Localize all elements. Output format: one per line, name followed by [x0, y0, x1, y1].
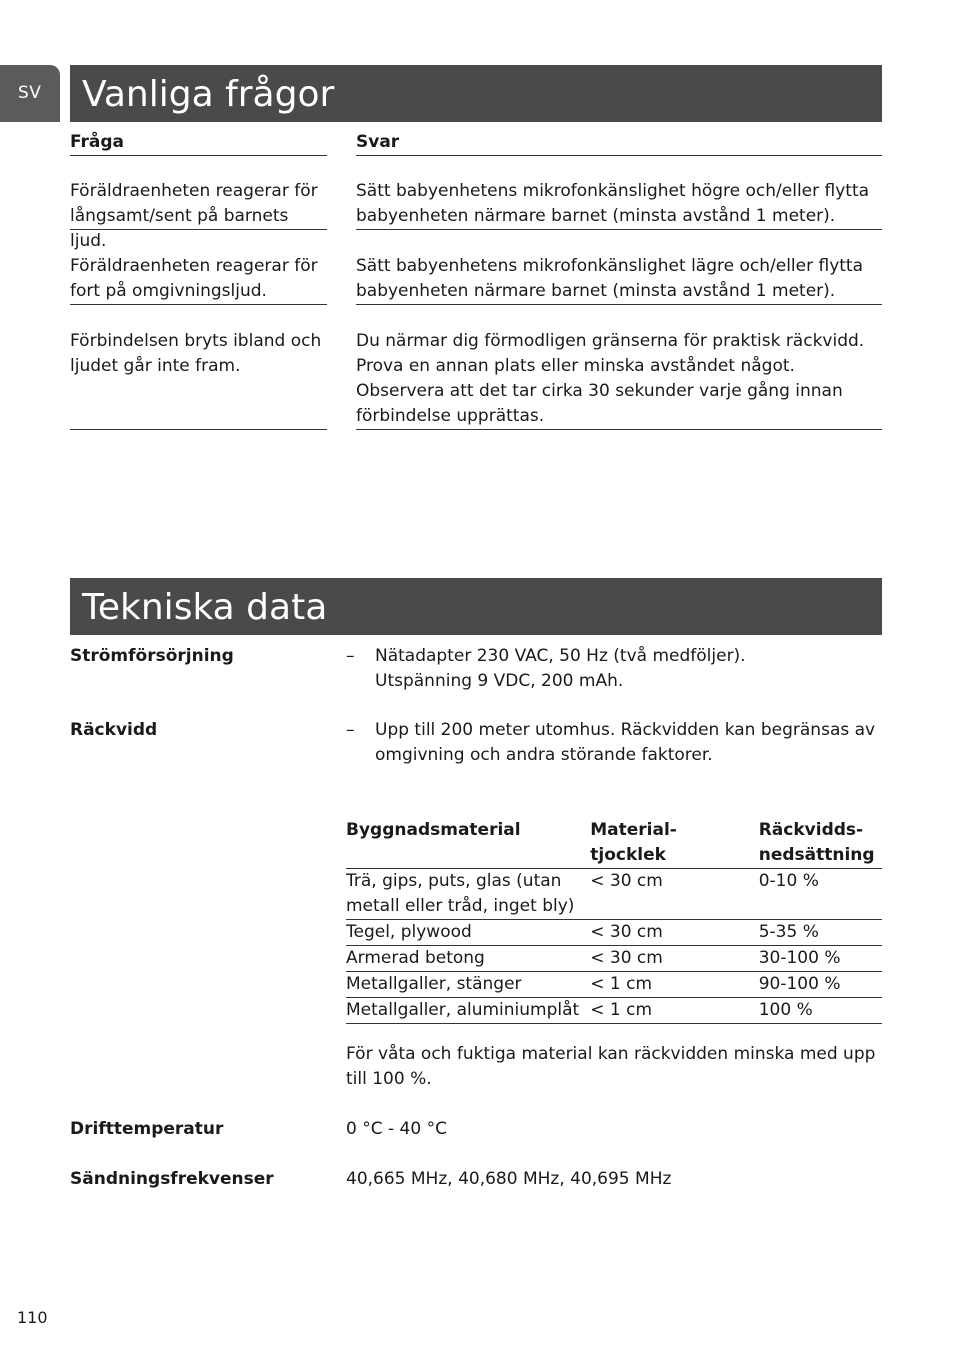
- faq-question-2: Föräldraenheten reagerar för fort på omgivningsljud.: [70, 254, 327, 305]
- reduction-cell: 90-100 %: [759, 972, 882, 998]
- power-dash: –: [346, 646, 355, 666]
- material-cell: Metallgaller, aluminiumplåt: [346, 998, 590, 1024]
- faq-question-header: Fråga: [70, 131, 327, 156]
- material-table-header: [346, 818, 882, 869]
- power-label: Strömförsörjning: [70, 646, 234, 666]
- faq-title: Vanliga frågor: [70, 65, 882, 122]
- thickness-cell: < 1 cm: [590, 998, 758, 1024]
- faq-answer-1: Sätt babyenhetens mikrofonkänslighet högre och/eller flytta babyenheten närmare barnet (minsta avstånd 1 meter).: [356, 179, 882, 230]
- range-dash: –: [346, 720, 355, 740]
- header-thickness: Material- tjocklek: [590, 818, 758, 869]
- material-table: [346, 818, 882, 1024]
- tech-title: Tekniska data: [70, 578, 882, 635]
- temp-value: 0 °C - 40 °C: [346, 1119, 447, 1139]
- thickness-cell: < 30 cm: [590, 946, 758, 972]
- thickness-cell: < 30 cm: [590, 920, 758, 946]
- thickness-cell: < 1 cm: [590, 972, 758, 998]
- power-text: Nätadapter 230 VAC, 50 Hz (två medföljer). Utspänning 9 VDC, 200 mAh.: [375, 646, 746, 691]
- language-tab: SV: [0, 65, 60, 122]
- page-number: 110: [17, 1308, 48, 1327]
- table-row: [346, 920, 882, 946]
- faq-question-3: Förbindelsen bryts ibland och ljudet går inte fram.: [70, 329, 327, 430]
- reduction-cell: 30-100 %: [759, 946, 882, 972]
- temp-label: Drifttemperatur: [70, 1119, 224, 1139]
- faq-question-1: Föräldraenheten reagerar för långsamt/sent på barnets ljud.: [70, 179, 327, 230]
- range-label: Räckvidd: [70, 720, 158, 740]
- thickness-cell: < 30 cm: [590, 869, 758, 920]
- material-cell: Armerad betong: [346, 946, 590, 972]
- freq-value: 40,665 MHz, 40,680 MHz, 40,695 MHz: [346, 1169, 672, 1189]
- freq-label: Sändningsfrekvenser: [70, 1169, 274, 1189]
- table-row: [346, 972, 882, 998]
- header-reduction: Räckvidds- nedsättning: [759, 818, 882, 869]
- reduction-cell: 100 %: [759, 998, 882, 1024]
- material-cell: Trä, gips, puts, glas (utan metall eller tråd, inget bly): [346, 869, 590, 920]
- material-cell: Metallgaller, stänger: [346, 972, 590, 998]
- material-cell: Tegel, plywood: [346, 920, 590, 946]
- header-material: Byggnadsmaterial: [346, 818, 590, 869]
- wet-material-note: För våta och fuktiga material kan räckvidden minska med upp till 100 %.: [346, 1044, 876, 1089]
- reduction-cell: 5-35 %: [759, 920, 882, 946]
- range-text: Upp till 200 meter utomhus. Räckvidden kan begränsas av omgivning och andra störande faktorer.: [375, 720, 876, 765]
- faq-answer-header: Svar: [356, 131, 882, 156]
- table-row: [346, 869, 882, 920]
- faq-answer-3: Du närmar dig förmodligen gränserna för praktisk räckvidd. Prova en annan plats eller minska avståndet något. Observera att det tar cirka 30 sekunder varje gång innan förbindelse upprättas.: [356, 329, 882, 430]
- table-row: [346, 946, 882, 972]
- table-row: [346, 998, 882, 1024]
- faq-answer-2: Sätt babyenhetens mikrofonkänslighet lägre och/eller flytta babyenheten närmare barnet (minsta avstånd 1 meter).: [356, 254, 882, 305]
- reduction-cell: 0-10 %: [759, 869, 882, 920]
